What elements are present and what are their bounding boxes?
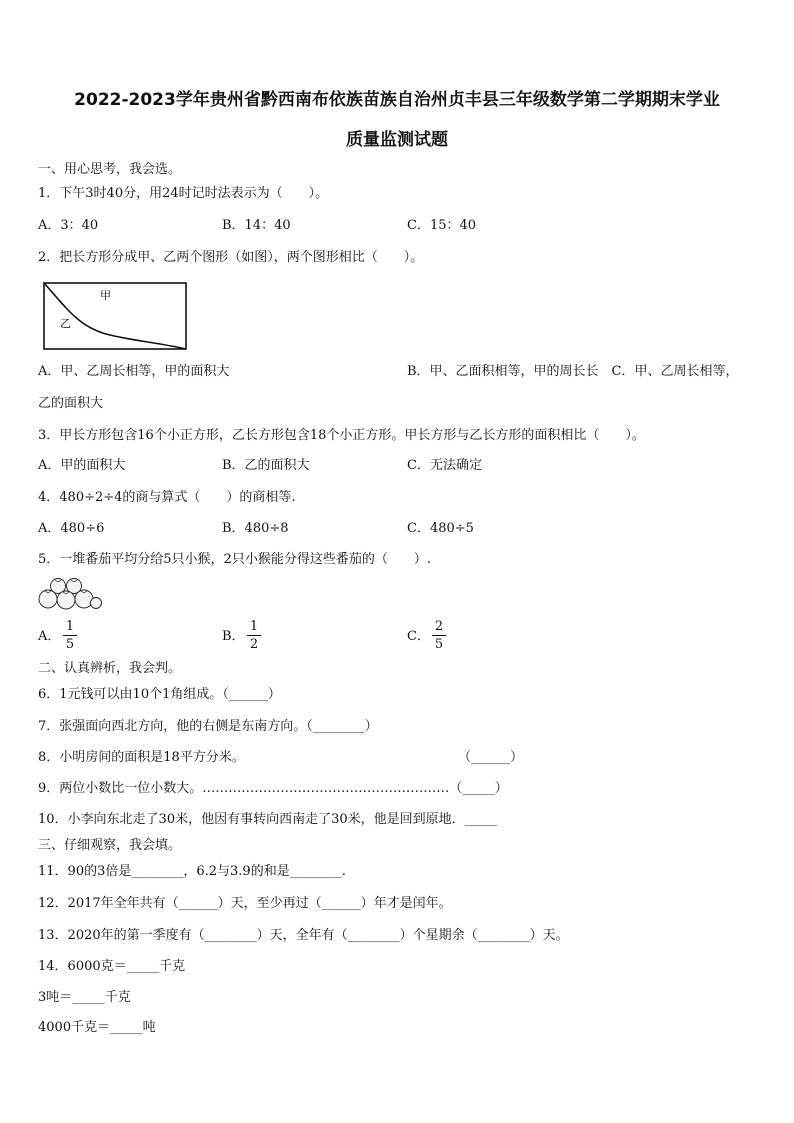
q5-option-a-denominator: 5 (65, 637, 75, 652)
q3-option-a: A．甲的面积大 (38, 458, 126, 473)
q1-option-a: A．3：40 (38, 218, 99, 233)
q5-option-b-denominator: 2 (249, 637, 259, 652)
q1-text: 1．下午3时40分，用24时记时法表示为（ ）。 (38, 186, 329, 201)
section2-heading: 二、认真辨析，我会判。 (38, 661, 182, 676)
q5-option-c-label: C． (407, 629, 430, 644)
page-title-line2: 质量监测试题 (346, 130, 448, 150)
section1-heading: 一、用心思考，我会选。 (38, 162, 182, 177)
q12-text: 12．2017年全年共有（______）天，至少再过（______）年才是闰年。 (38, 896, 452, 911)
q4-option-a: A．480÷6 (38, 521, 105, 536)
q5-option-a-fraction (63, 619, 77, 652)
q5-option-a-numerator: 1 (65, 619, 75, 634)
q8-answer-blank: （______） (458, 750, 524, 765)
q3-option-c: C．无法确定 (407, 458, 482, 473)
q5-option-b-label: B． (222, 629, 245, 644)
q14-line3: 4000千克＝_____吨 (38, 1020, 156, 1035)
q4-option-b: B．480÷8 (222, 521, 289, 536)
q2-text: 2．把长方形分成甲、乙两个图形（如图），两个图形相比（ ）。 (38, 250, 424, 265)
q1-option-b: B．14：40 (222, 218, 291, 233)
q2-label-yi: 乙 (60, 317, 71, 330)
q2-option-a: A．甲、乙周长相等，甲的面积大 (38, 364, 230, 379)
q5-option-b-numerator: 1 (249, 619, 259, 634)
q11-text: 11．90的3倍是________，6.2与3.9的和是________. (38, 864, 346, 879)
tomato-pile-image (36, 576, 102, 612)
q5-option-c-numerator: 2 (434, 619, 444, 634)
q9-text: 9．两位小数比一位小数大。…………………………………………………（_____） (38, 781, 508, 796)
q2-label-jia: 甲 (100, 289, 111, 302)
q14-line2: 3吨＝_____千克 (38, 990, 131, 1005)
q13-text: 13．2020年的第一季度有（________）天，全年有（________）个星期余（________）天。 (38, 928, 569, 943)
q2-option-c-continued: 乙的面积大 (38, 396, 104, 411)
page-title-line1: 2022-2023学年贵州省黔西南布依族苗族自治州贞丰县三年级数学第二学期期末学业 (74, 90, 720, 110)
q5-option-b-fraction (247, 619, 261, 652)
q8-text: 8．小明房间的面积是18平方分米。 (38, 750, 245, 765)
section3-heading: 三、仔细观察，我会填。 (38, 838, 182, 853)
q7-text: 7．张强面向西北方向，他的右侧是东南方向。（________） (38, 719, 378, 734)
q1-option-c: C．15：40 (407, 218, 477, 233)
q10-text: 10．小李向东北走了30米，他因有事转向西南走了30米，他是回到原地．_____ (38, 812, 498, 827)
q3-option-b: B．乙的面积大 (222, 458, 310, 473)
q4-text: 4．480÷2÷4的商与算式（ ）的商相等. (38, 490, 296, 505)
q5-option-c-fraction (432, 619, 446, 652)
q5-option-a-label: A． (38, 629, 61, 644)
q3-text: 3．甲长方形包含16个小正方形，乙长方形包含18个小正方形。甲长方形与乙长方形的面积相比（ ）。 (38, 428, 645, 443)
q2-option-bc: B．甲、乙面积相等，甲的周长长 C．甲、乙周长相等， (407, 364, 739, 379)
q5-option-c-denominator: 5 (434, 637, 444, 652)
q5-text: 5．一堆番茄平均分给5只小猴，2只小猴能分得这些番茄的（ ）. (38, 552, 431, 567)
q6-text: 6．1元钱可以由10个1角组成。（______） (38, 687, 281, 702)
q14-line1: 14．6000克＝_____千克 (38, 959, 186, 974)
q4-option-c: C．480÷5 (407, 521, 474, 536)
q2-rectangle-figure (40, 280, 192, 352)
